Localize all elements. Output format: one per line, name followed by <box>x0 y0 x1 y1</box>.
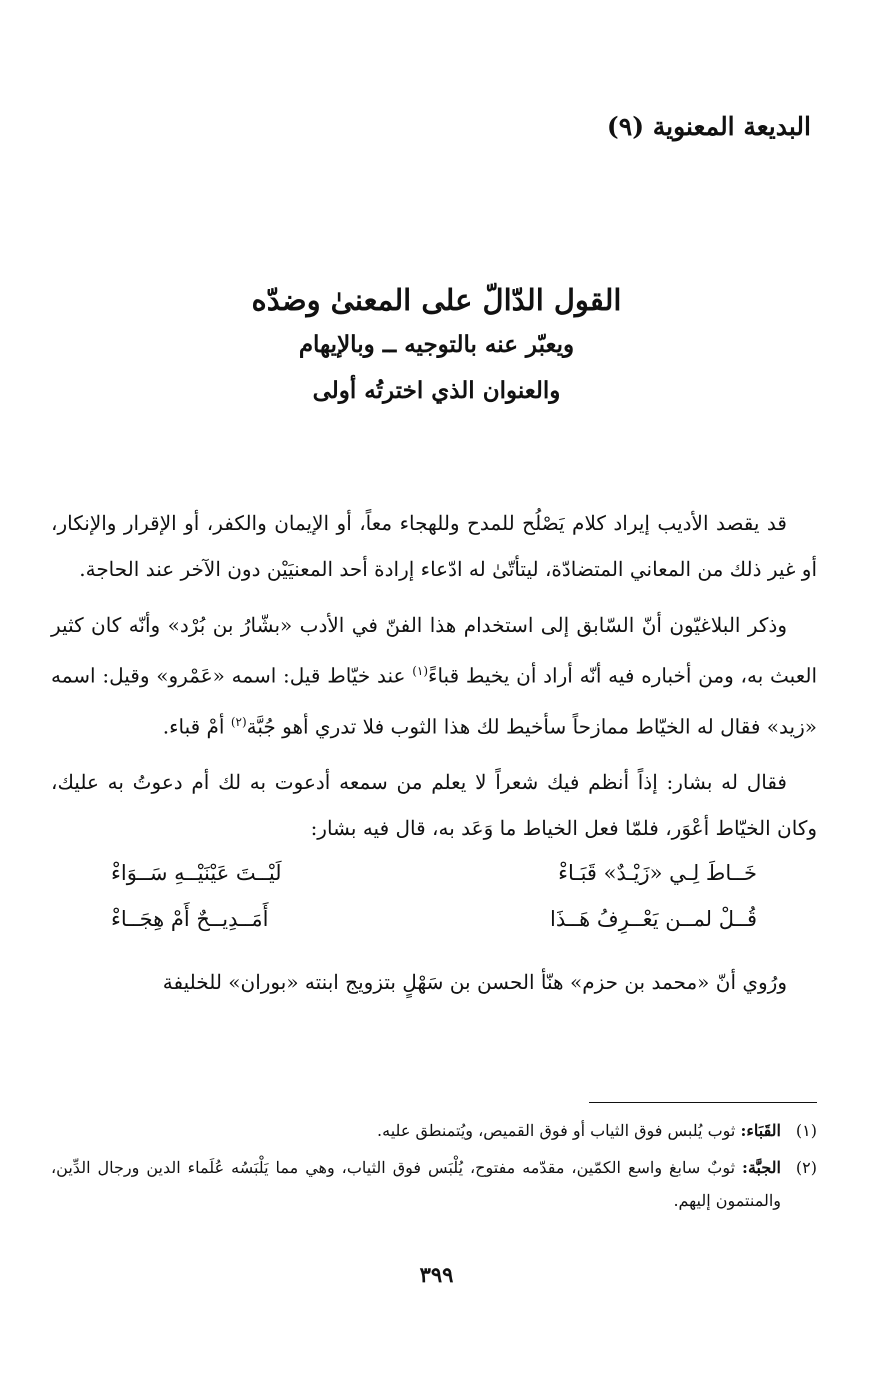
body-text <box>51 500 817 1005</box>
verse-2-second-hemistich: أَمَــدِيــحٌ أَمْ هِجَــاءْ <box>111 907 269 932</box>
footnote-definition: ثوبٌ سابغ واسع الكمّين، مقدّمه مفتوح، يُلْبَس فوق الثياب، وهي مما يَلْبَسُه عُلَماء الدين ورجال الدِّين، والمنتمون إليهم. <box>51 1158 781 1210</box>
verse-1-second-hemistich: لَيْــتَ عَيْنَيْــهِ سَــوَاءْ <box>111 861 282 886</box>
footnote-ref-1[interactable]: (١) <box>412 664 429 678</box>
footnote-text <box>51 1151 781 1217</box>
chapter-title-block <box>0 278 873 414</box>
footnote-2 <box>51 1151 817 1217</box>
paragraph-2-part-a: وذكر البلاغيّون أنّ السّابق إلى استخدام هذا الفنّ في الأدب «بشّارُ بن بُرْد» وأنّه كان كثير العبث به، ومن أخباره فيه أنّه أراد أن يخيط قباءً <box>51 613 818 688</box>
running-header: البديعة المعنوية (٩) <box>606 112 811 141</box>
verse-line-2 <box>51 907 817 953</box>
footnote-ref-2[interactable]: (٢) <box>230 714 247 729</box>
paragraph-4-start: ورُوي أنّ «محمد بن حزم» هنّأ الحسن بن سَهْلٍ بتزويج ابنته «بوران» للخليفة <box>162 970 787 995</box>
footnote-text <box>51 1114 781 1147</box>
verse-line-1 <box>51 861 817 907</box>
footnote-divider <box>589 1102 817 1103</box>
footnote-term: القَبَاء: <box>740 1121 781 1140</box>
footnote-number: (٢) <box>795 1158 817 1177</box>
footnote-number: (١) <box>795 1121 817 1140</box>
poem-verses <box>51 861 817 953</box>
paragraph-1: قد يقصد الأديب إيراد كلام يَصْلُح للمدح وللهجاء معاً، أو الإيمان والكفر، أو الإقرار والإنكار، أو غير ذلك من المعاني المتضادّة، ليتأتّىٰ له ادّعاء إرادة أحد المعنيَيْن دون الآخر عند الحاجة. <box>51 511 817 581</box>
footnote-term: الجبَّة: <box>742 1158 781 1177</box>
chapter-subtitle-2: والعنوان الذي اخترتُه أولى <box>312 377 561 404</box>
footnotes <box>51 1114 817 1221</box>
page-number: ٣٩٩ <box>419 1262 454 1287</box>
paragraph-3: فقال له بشار: إذاً أنظم فيك شعراً لا يعلم من سمعه أدعوت به لك أم دعوتُ به عليك، وكان الخيّاط أعْوَر، فلمّا فعل الخياط ما وَعَد به، قال فيه بشار: <box>51 770 817 841</box>
paragraph-2-part-c: أمْ قباء. <box>162 714 231 739</box>
chapter-subtitle-1: ويعبّر عنه بالتوجيه ــ وبالإيهام <box>298 331 575 358</box>
chapter-title: القول الدّالّ على المعنىٰ وضدّه <box>251 283 622 317</box>
footnote-1 <box>51 1114 817 1147</box>
paragraph-2 <box>51 602 817 749</box>
verse-2-first-hemistich: قُــلْ لمــن يَعْــرِفُ هَــذَا <box>550 907 757 932</box>
footnote-definition: ثوب يُلبس فوق الثياب أو فوق القميص، ويُتمنطق عليه. <box>377 1121 741 1140</box>
paragraph-2-part-b: عند خيّاط قيل: اسمه «عَمْرو» وقيل: اسمه «زيد» فقال له الخيّاط ممازحاً سأخيط لك هذا الثوب فلا تدري أهو جُبَّة <box>51 663 817 739</box>
verse-1-first-hemistich: خَــاطَ لِـي «زَيْـدٌ» قَبَـاءْ <box>558 861 757 886</box>
